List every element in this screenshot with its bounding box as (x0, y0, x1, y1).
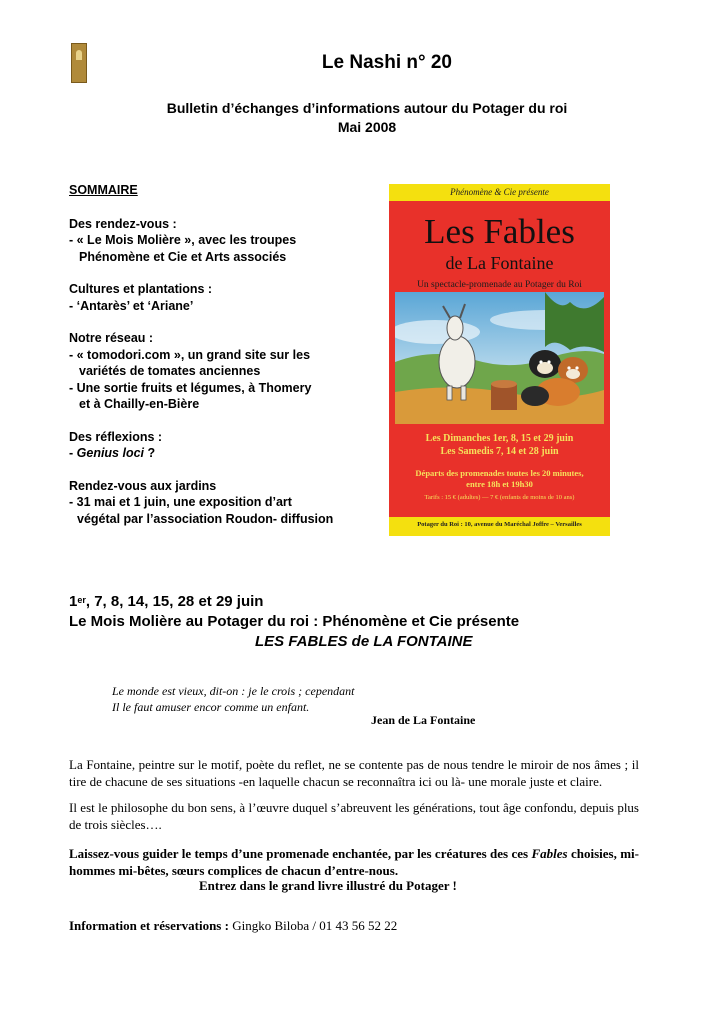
event-headline: Le Mois Molière au Potager du roi : Phénomène et Cie présente (69, 613, 520, 630)
page-title: Le Nashi n° 20 (321, 52, 452, 73)
summary-item: - ‘Antarès’ et ‘Ariane’ (69, 298, 194, 313)
summary-group-title: Des réflexions : (69, 429, 163, 444)
summary-group (69, 281, 379, 314)
poster-subtitle: de La Fontaine (445, 253, 554, 273)
tree-stump (491, 380, 517, 410)
summary-group (69, 478, 379, 528)
poster-tagline: Un spectacle-promenade au Potager du Roi (417, 280, 582, 290)
summary-item (69, 445, 379, 462)
summary-item: - « tomodori.com », un grand site sur les (69, 347, 311, 362)
summary-group (69, 216, 379, 266)
quote-author: Jean de La Fontaine (371, 713, 476, 727)
fables-poster (389, 184, 610, 536)
invitation-closing: Entrez dans le grand livre illustré du Potager ! (199, 878, 457, 893)
event-dates-first: 1 (69, 593, 78, 610)
event-dates-sup: er (77, 595, 86, 605)
poster-dates (389, 432, 610, 458)
subtitle-date: Mai 2008 (337, 119, 397, 135)
poster-prices: Tarifs : 15 € (adultes) — 7 € (enfants de moins de 10 ans) (424, 494, 575, 501)
summary-item-suffix: ? (144, 446, 156, 460)
event-show-title: LES FABLES de LA FONTAINE (255, 633, 473, 650)
subtitle-line: Bulletin d’échanges d’informations autour du Potager du roi (166, 100, 568, 116)
poster-schedule-line: Départs des promenades toutes les 20 minutes, (415, 468, 584, 478)
invitation-paragraph (69, 845, 639, 879)
invitation-text: choisies, mi-hommes mi-bêtes, sœurs complices de chacun d’entre-nous. (69, 846, 639, 878)
event-dates-rest: , 7, 8, 14, 15, 28 et 29 juin (85, 593, 264, 610)
poster-presents: Phénomène & Cie présente (450, 187, 549, 197)
body-paragraph: La Fontaine, peintre sur le motif, poète du reflet, ne se contente pas de nous tendre le miroir de nos âmes ; il tire de chacune de ses situations -en laquelle chacun se reconnaîtra ici ou là- une morale juste et claire. (69, 757, 639, 789)
summary-item: Phénomène et Cie et Arts associés (79, 249, 287, 264)
summary-item-prefix: - (69, 446, 77, 460)
summary-item: variétés de tomates anciennes (79, 364, 261, 378)
summary-item: - Une sortie fruits et légumes, à Thomery (69, 380, 312, 395)
poster-dates-saturdays: Les Samedis 7, 14 et 28 juin (440, 446, 559, 457)
summary-item: - 31 mai et 1 juin, une exposition d’art (69, 495, 292, 509)
summary-item-italic: Genius loci (76, 446, 145, 460)
poster-schedule-line: entre 18h et 19h30 (466, 479, 533, 489)
body-paragraph: Il est le philosophe du bon sens, à l’œuvre duquel s’abreuvent les générations, tout âge confondu, depuis plus de trois siècles…. (69, 800, 639, 832)
subtitle (0, 99, 724, 137)
summary-group-title: Cultures et plantations : (69, 282, 213, 296)
event-dates (69, 592, 669, 612)
poster-illustration (395, 292, 604, 424)
quote (112, 683, 532, 715)
summary-item: végétal par l’association Roudon- diffusion (77, 511, 334, 526)
contact-info (69, 918, 397, 934)
invitation-text: Laissez-vous guider le temps d’une promenade enchantée, par les créatures des ces (69, 846, 532, 861)
summary-heading: SOMMAIRE (69, 183, 138, 197)
summary-group-title: Des rendez-vous : (69, 216, 177, 231)
summary-group (69, 330, 379, 413)
summary-group-title: Rendez-vous aux jardins (69, 478, 217, 493)
quote-line: Il le faut amuser encor comme un enfant. (112, 700, 310, 714)
potager-logo-icon (71, 43, 87, 83)
summary-group-title: Notre réseau : (69, 331, 154, 345)
quote-line: Le monde est vieux, dit-on : je le crois ; cependant (112, 684, 355, 698)
contact-value: Gingko Biloba / 01 43 56 52 22 (228, 918, 398, 933)
contact-label: Information et réservations : (69, 918, 229, 933)
event-section (69, 592, 669, 652)
summary-item: et à Chailly-en-Bière (79, 397, 200, 411)
poster-schedule (389, 468, 610, 490)
summary-group (69, 429, 379, 462)
summary (69, 182, 379, 543)
summary-item: - « Le Mois Molière », avec les troupes (69, 233, 297, 247)
poster-dates-sundays: Les Dimanches 1er, 8, 15 et 29 juin (425, 433, 574, 444)
invitation-italic: Fables (531, 846, 568, 861)
poster-footer: Potager du Roi : 10, avenue du Maréchal Joffre – Versailles (417, 521, 582, 528)
poster-title: Les Fables (424, 212, 575, 251)
